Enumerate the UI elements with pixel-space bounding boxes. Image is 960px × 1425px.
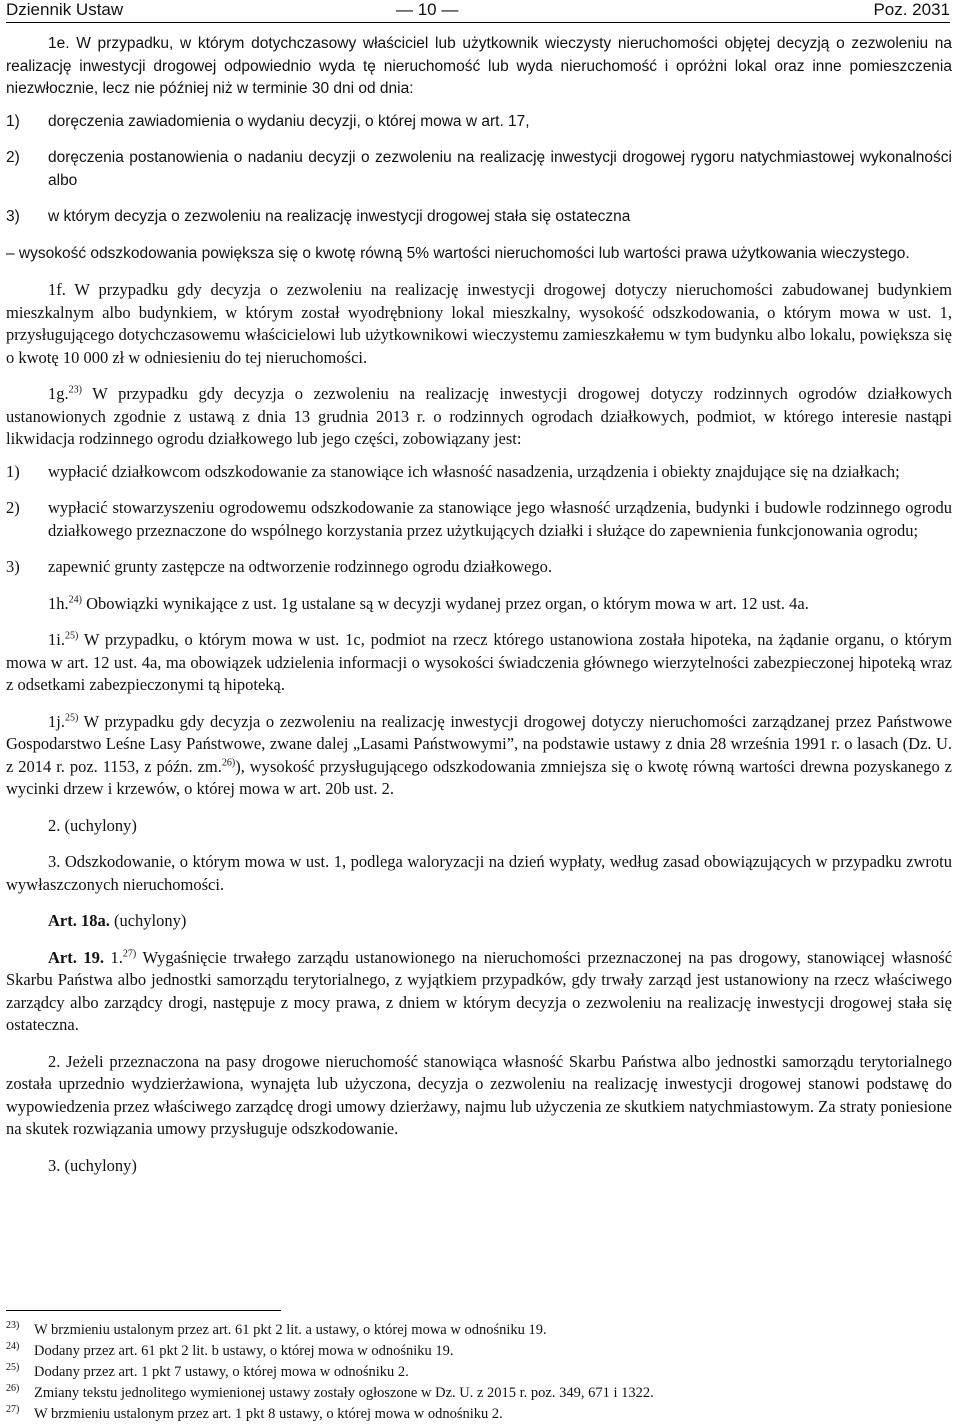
section-1e bbox=[6, 33, 952, 265]
list-item: 3) zapewnić grunty zastępcze na odtworzenie rodzinnego ogrodu działkowego. bbox=[6, 557, 552, 576]
footnotes bbox=[6, 1320, 952, 1425]
footnote-ref: 24) bbox=[68, 594, 82, 605]
list-item: 3) w którym decyzja o zezwoleniu na realizację inwestycji drogowej stała się ostateczna bbox=[6, 208, 631, 225]
document-body bbox=[6, 33, 952, 1191]
paragraph-2: 2. (uchylony) bbox=[48, 815, 137, 835]
footnote: 25) Dodany przez art. 1 pkt 7 ustawy, o której mowa w odnośniku 2. bbox=[6, 1362, 409, 1380]
footnote: 23) W brzmieniu ustalonym przez art. 61 pkt 2 lit. a ustawy, o której mowa w odnośniku 19. bbox=[6, 1320, 547, 1338]
paragraph-3: 3. Odszkodowanie, o którym mowa w ust. 1, podlega waloryzacji na dzień wypłaty, według zasad obowiązujących w przypadku zwrotu wywłaszczonych nieruchomości. bbox=[6, 852, 952, 894]
page-header bbox=[6, 0, 950, 23]
position-number: Poz. 2031 bbox=[873, 0, 950, 19]
footnote-ref: 25) bbox=[64, 630, 79, 642]
footnote-separator bbox=[6, 1310, 281, 1311]
paragraph-1e: 1e. W przypadku, w którym dotychczasowy właściciel lub użytkownik wieczysty nieruchomości objętej decyzją o zezwoleniu na realizację inwestycji drogowej odpowiednio wyda tę nieruchomość lub wyda nieruchomość i opróżni lokal oraz inne pomieszczenia niezwłocznie, lecz nie później niż w terminie 30 dni od dnia: bbox=[6, 35, 952, 97]
list-item: 2) doręczenia postanowienia o nadaniu decyzji o zezwoleniu na realizację inwestycji drogowej rygoru natychmiastowej wykonalności albo bbox=[6, 149, 952, 189]
paragraph-1g: 1g.$^{23)}$ W przypadku gdy decyzja o zezwoleniu na realizację inwestycji drogowej dotyczy rodzinnych ogrodów działkowych ustanowionych zgodnie z ustawą z dnia 13 grudnia 2013 r. o rodzinnych ogrodach działkowych, podmiot, w którego interesie nastąpi likwidacja rodzinnego ogrodu działkowego lub jego części, zobowiązany jest: bbox=[6, 384, 953, 448]
footnote: 24) Dodany przez art. 61 pkt 2 lit. b ustawy, o której mowa w odnośniku 19. bbox=[6, 1341, 454, 1359]
footnote-ref: 25) bbox=[64, 712, 79, 723]
list-item: 2) wypłacić stowarzyszeniu ogrodowemu odszkodowanie za stanowiące jego własność urządzenia, budynki i budowle rodzinnego ogrodu działkowego przeznaczone do wspólnego korzystania przez użytkujących działki i służące do zapewnienia funkcjonowania ogrodu; bbox=[6, 498, 952, 540]
paragraph-1f: 1f. W przypadku gdy decyzja o zezwoleniu na realizację inwestycji drogowej dotyczy nieruchomości zabudowanej budynkiem mieszkalnym albo budynkiem, w którym został wyodrębniony lokal mieszkalny, wysokość odszkodowania, o którym mowa w ust. 1, przysługującego dotychczasowemu właścicielowi lub użytkownikowi wieczystemu zamieszkałemu w tym budynku albo lokalu, powiększa się o kwotę 10 000 zł w odniesieniu do tej nieruchomości. bbox=[6, 280, 952, 367]
footnote-ref: 23) bbox=[68, 384, 82, 396]
article-19-paragraph-1: Art. 19. 1.$^{27)}$ Wygaśnięcie trwałego zarządu ustanowionego na nieruchomości przeznaczonej na pas drogowy, stanowiącej własność Skarbu Państwa albo jednostki samorządu terytorialnego, z wyjątkiem przypadków, gdy trwały zarząd jest ustanowiony na rzecz właściwego zarządcy albo zarządcy drogi, następuje z mocy prawa, z dniem w którym decyzja o zezwoleniu na realizację inwestycji drogowej stała się ostateczna. bbox=[6, 947, 953, 1034]
journal-title: Dziennik Ustaw bbox=[6, 0, 124, 19]
footnote: 27) W brzmieniu ustalonym przez art. 1 pkt 8 ustawy, o której mowa w odnośniku 2. bbox=[6, 1404, 503, 1422]
footnote-ref: 26) bbox=[221, 757, 236, 768]
paragraph-1h: 1h.$^{24)}$ Obowiązki wynikające z ust. 1g ustalane są w decyzji wydanej przez organ, o którym mowa w art. 12 ust. 4a. bbox=[48, 593, 809, 613]
article-19-paragraph-3: 3. (uchylony) bbox=[48, 1155, 137, 1175]
article-label: Art. 18a. bbox=[48, 911, 110, 930]
footnote: 26) Zmiany tekstu jednolitego wymienionej ustawy zostały ogłoszone w Dz. U. z 2015 r. poz. 349, 671 i 1322. bbox=[6, 1383, 654, 1401]
page-number: — 10 — bbox=[396, 0, 459, 19]
list-item: 1) doręczenia zawiadomienia o wydaniu decyzji, o której mowa w art. 17, bbox=[6, 112, 530, 130]
article-18a: Art. 18a. (uchylony) bbox=[48, 911, 187, 930]
footnote-ref: 27) bbox=[122, 948, 137, 959]
article-label: Art. 19. bbox=[48, 947, 105, 967]
article-19-paragraph-2: 2. Jeżeli przeznaczona na pasy drogowe nieruchomość stanowiąca własność Skarbu Państwa albo jednostki samorządu terytorialnego została uprzednio wydzierżawiona, wynajęta lub użyczona, decyzja o zezwoleniu na realizację inwestycji drogowej stanowi podstawę do wypowiedzenia przez właściwego zarządcę drogi umowy dzierżawy, najmu lub użyczenia ze skutkiem natychmiastowym. Za straty poniesione na skutek rozwiązania umowy przysługuje odszkodowanie. bbox=[6, 1051, 952, 1138]
list-item: 1) wypłacić działkowcom odszkodowanie za stanowiące ich własność nasadzenia, urządzenia i obiekty znajdujące się na działkach; bbox=[6, 461, 900, 481]
paragraph-1e-tail: – wysokość odszkodowania powiększa się o kwotę równą 5% wartości nieruchomości lub wartości prawa użytkowania wieczystego. bbox=[6, 244, 910, 262]
paragraph-1i: 1i.$^{25)}$ W przypadku, o którym mowa w ust. 1c, podmiot na rzecz którego ustanowiona została hipoteka, na żądanie organu, o którym mowa w art. 12 ust. 4a, ma obowiązek udzielenia informacji o wysokości świadczenia głównego wierzytelności zabezpieczonej hipoteką wraz z odsetkami zabezpieczonymi tą hipoteką. bbox=[6, 630, 953, 694]
paragraph-1j: 1j.$^{25)}$ W przypadku gdy decyzja o zezwoleniu na realizację inwestycji drogowej dotyczy nieruchomości zarządzanej przez Państwowe Gospodarstwo Leśne Lasy Państwowe, zwane dalej „Lasami Państwowymi”, na podstawie ustawy z dnia 28 września 1991 r. o lasach (Dz. U. z 2014 r. poz. 1153, z późn. zm.$^{26)}$), wysokość przysługującego odszkodowania zmniejsza się o kwotę równą wartości drewna pozyskanego z wycinki drzew i krzewów, o której mowa w art. 20b ust. 2. bbox=[6, 711, 952, 798]
